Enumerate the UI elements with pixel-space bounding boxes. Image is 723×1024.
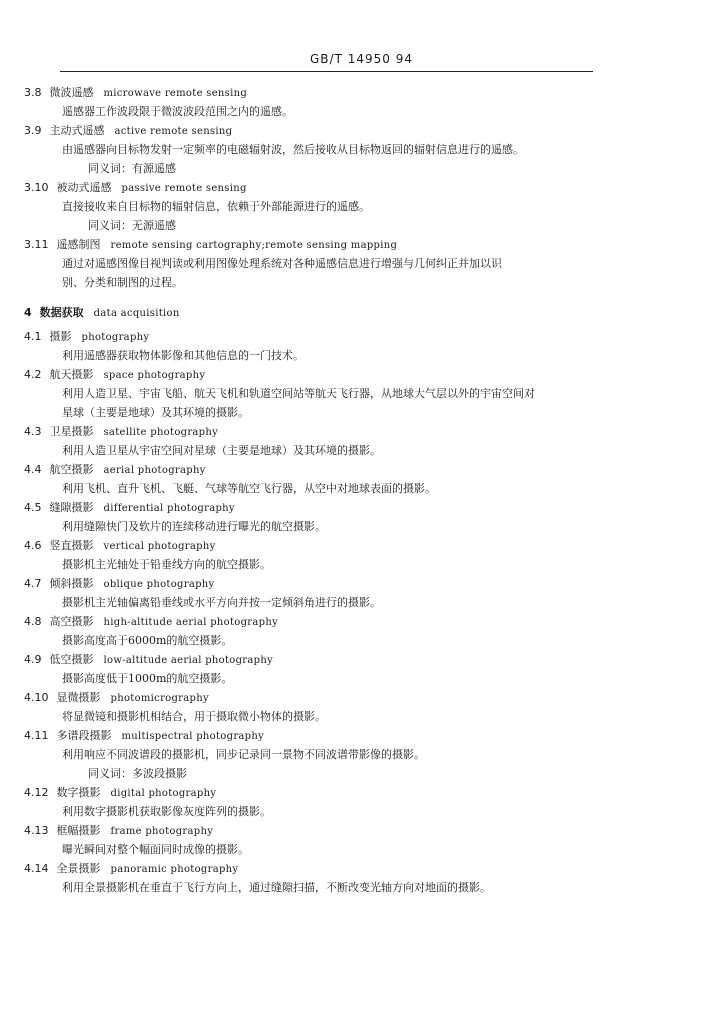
entry-term: 多谱段摄影	[56, 729, 112, 742]
entry-definition: 遥感器工作波段限于微波波段范围之内的遥感。	[62, 105, 293, 118]
entry-english-term: remote sensing cartography;remote sensing mapping	[110, 240, 398, 251]
entry-number: 4.2	[24, 368, 42, 381]
entry-english-term: panoramic photography	[110, 864, 239, 875]
entry-english-term: photography	[81, 332, 150, 343]
entry-term: 主动式遥感	[49, 124, 105, 137]
entry-english-term: passive remote sensing	[121, 183, 247, 194]
entry-heading	[24, 368, 205, 383]
entry-term: 低空摄影	[49, 653, 94, 666]
entry-number: 4.12	[24, 786, 49, 799]
entry-heading	[24, 862, 238, 877]
entry-english-term: microwave remote sensing	[103, 88, 248, 99]
entry-definition: 摄影高度低于1000m的航空摄影。	[62, 672, 233, 685]
entry-definition: 利用数字摄影机获取影像灰度阵列的摄影。	[62, 805, 271, 818]
entry-definition: 别、分类和制图的过程。	[62, 276, 183, 289]
entry-heading	[24, 463, 206, 478]
entry-english-term: vertical photography	[103, 541, 216, 552]
entry-english-term: aerial photography	[103, 465, 206, 476]
entry-english-term: low-altitude aerial photography	[103, 655, 274, 666]
entry-heading	[24, 577, 215, 592]
entry-term: 遥感制图	[56, 238, 101, 251]
entry-heading	[24, 501, 235, 516]
entry-number: 4.7	[24, 577, 42, 590]
entry-heading	[24, 729, 264, 744]
entry-definition: 曝光瞬间对整个幅面同时成像的摄影。	[62, 843, 249, 856]
entry-english-term: high-altitude aerial photography	[103, 617, 279, 628]
entry-number: 4.1	[24, 330, 42, 343]
entry-definition: 利用响应不同波谱段的摄影机，同步记录同一景物不同波谱带影像的摄影。	[62, 748, 425, 761]
entry-english-term: space photography	[103, 370, 206, 381]
entry-definition: 利用遥感器获取物体影像和其他信息的一门技术。	[62, 349, 304, 362]
entry-heading	[24, 425, 218, 440]
entry-term: 被动式遥感	[56, 181, 112, 194]
entry-term: 缝隙摄影	[49, 501, 94, 514]
entry-number: 4.8	[24, 615, 42, 628]
entry-english-term: frame photography	[110, 826, 214, 837]
entry-term: 摄影	[49, 330, 72, 343]
entry-term: 航天摄影	[49, 368, 94, 381]
entry-synonym: 同义词：无源遥感	[88, 219, 176, 232]
entry-definition: 利用人造卫星、宇宙飞船、航天飞机和轨道空间站等航天飞行器，从地球大气层以外的宇宙空间对	[62, 387, 535, 400]
entry-term: 数字摄影	[56, 786, 101, 799]
entry-number: 4.5	[24, 501, 42, 514]
entry-english-term: differential photography	[103, 503, 235, 514]
entry-term: 全景摄影	[56, 862, 101, 875]
entry-heading	[24, 653, 273, 668]
entry-english-term: satellite photography	[103, 427, 219, 438]
entry-heading	[24, 330, 149, 345]
entry-english-term: oblique photography	[103, 579, 215, 590]
entry-number: 3.9	[24, 124, 42, 137]
header-rule	[60, 71, 593, 72]
entry-term: 高空摄影	[49, 615, 94, 628]
entry-definition: 利用全景摄影机在垂直于飞行方向上，通过缝隙扫描，不断改变光轴方向对地面的摄影。	[62, 881, 491, 894]
entry-heading	[24, 786, 216, 801]
entry-term: 卫星摄影	[49, 425, 94, 438]
entry-heading	[24, 86, 247, 101]
entry-term: 航空摄影	[49, 463, 94, 476]
entry-definition: 直接接收来自目标物的辐射信息，依赖于外部能源进行的遥感。	[62, 200, 370, 213]
page-header: GB/T 14950 94	[310, 52, 413, 66]
entry-heading	[24, 539, 216, 554]
entry-number: 3.11	[24, 238, 49, 251]
entry-number: 4.9	[24, 653, 42, 666]
entry-term: 微波遥感	[49, 86, 94, 99]
entry-english-term: digital photography	[110, 788, 217, 799]
entry-number: 4.10	[24, 691, 49, 704]
entry-english-term: photomicrography	[110, 693, 209, 704]
section-title: 数据获取	[39, 306, 84, 319]
entry-definition: 摄影高度高于6000m的航空摄影。	[62, 634, 233, 647]
entry-english-term: active remote sensing	[114, 126, 233, 137]
entry-definition: 通过对遥感图像目视判读或利用图像处理系统对各种遥感信息进行增强与几何纠正并加以识	[62, 257, 502, 270]
entry-definition: 由遥感器向目标物发射一定频率的电磁辐射波，然后接收从目标物返回的辐射信息进行的遥感。	[62, 143, 524, 156]
entry-heading	[24, 181, 247, 196]
entry-number: 4.4	[24, 463, 42, 476]
entry-term: 显微摄影	[56, 691, 101, 704]
entry-definition: 摄影机主光轴偏离铅垂线或水平方向并按一定倾斜角进行的摄影。	[62, 596, 381, 609]
entry-definition: 将显微镜和摄影机相结合，用于摄取微小物体的摄影。	[62, 710, 326, 723]
entry-term: 竖直摄影	[49, 539, 94, 552]
entry-term: 倾斜摄影	[49, 577, 94, 590]
entry-definition: 利用飞机、直升飞机、飞艇、气球等航空飞行器，从空中对地球表面的摄影。	[62, 482, 436, 495]
entry-heading	[24, 824, 213, 839]
entry-heading	[24, 124, 232, 139]
entry-number: 4.3	[24, 425, 42, 438]
section-number: 4	[24, 306, 32, 319]
entry-number: 4.6	[24, 539, 42, 552]
entry-term: 框幅摄影	[56, 824, 101, 837]
entry-number: 3.8	[24, 86, 42, 99]
entry-english-term: multispectral photography	[121, 731, 265, 742]
entry-number: 4.13	[24, 824, 49, 837]
entry-synonym: 同义词：有源遥感	[88, 162, 176, 175]
entry-definition: 利用人造卫星从宇宙空间对星球（主要是地球）及其环境的摄影。	[62, 444, 381, 457]
entry-definition: 星球（主要是地球）及其环境的摄影。	[62, 406, 249, 419]
entry-definition: 利用缝隙快门及软片的连续移动进行曝光的航空摄影。	[62, 520, 326, 533]
entry-definition: 摄影机主光轴处于铅垂线方向的航空摄影。	[62, 558, 271, 571]
entry-synonym: 同义词：多波段摄影	[88, 767, 187, 780]
entry-number: 4.14	[24, 862, 49, 875]
entry-number: 4.11	[24, 729, 49, 742]
section-heading	[24, 306, 180, 321]
entry-heading	[24, 238, 397, 253]
section-english-title: data acquisition	[93, 308, 180, 319]
entry-heading	[24, 615, 278, 630]
entry-heading	[24, 691, 209, 706]
entry-number: 3.10	[24, 181, 49, 194]
